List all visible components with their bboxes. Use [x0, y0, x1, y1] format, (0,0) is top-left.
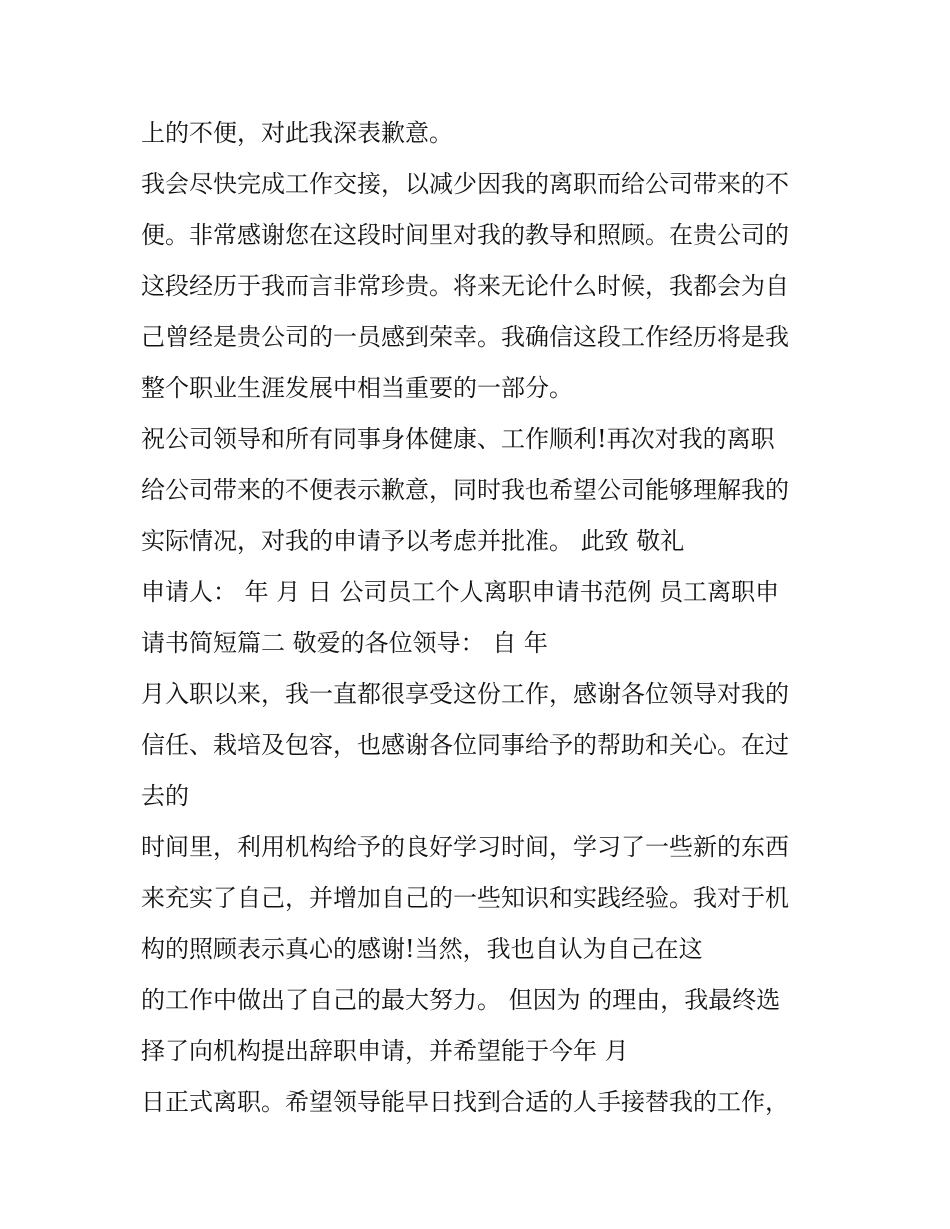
text-line: 己曾经是贵公司的一员感到荣幸。我确信这段工作经历将是我 — [141, 323, 789, 351]
text-line: 祝公司领导和所有同事身体健康、工作顺利!再次对我的离职 — [141, 425, 775, 453]
text-line: 构的照顾表示真心的感谢!当然，我也自认为自己在这 — [141, 935, 703, 963]
text-line: 便。非常感谢您在这段时间里对我的教导和照顾。在贵公司的 — [141, 221, 789, 249]
text-line: 信任、栽培及包容，也感谢各位同事给予的帮助和关心。在过 — [141, 731, 789, 759]
text-line: 来充实了自己，并增加自己的一些知识和实践经验。我对于机 — [141, 884, 789, 912]
text-line: 时间里，利用机构给予的良好学习时间，学习了一些新的东西 — [141, 833, 789, 861]
text-line: 整个职业生涯发展中相当重要的一部分。 — [141, 374, 573, 402]
text-line: 给公司带来的不便表示歉意，同时我也希望公司能够理解我的 — [141, 476, 789, 504]
text-line: 的工作中做出了自己的最大努力。 但因为 的理由，我最终选 — [141, 986, 781, 1014]
text-line: 去的 — [141, 782, 189, 810]
text-line: 日正式离职。希望领导能早日找到合适的人手接替我的工作， — [141, 1088, 789, 1116]
text-line: 择了向机构提出辞职申请，并希望能于今年 月 — [141, 1037, 629, 1065]
text-line: 上的不便，对此我深表歉意。 — [141, 119, 453, 147]
body-text — [141, 108, 831, 1128]
text-line: 这段经历于我而言非常珍贵。将来无论什么时候，我都会为自 — [141, 272, 789, 300]
text-line: 申请人： 年 月 日 公司员工个人离职申请书范例 员工离职申 — [141, 578, 780, 606]
text-line: 我会尽快完成工作交接，以减少因我的离职而给公司带来的不 — [141, 170, 789, 198]
text-line: 实际情况，对我的申请予以考虑并批准。 此致 敬礼 — [141, 527, 685, 555]
text-line: 请书简短篇二 敬爱的各位领导： 自 年 — [141, 629, 548, 657]
text-line: 月入职以来，我一直都很享受这份工作，感谢各位领导对我的 — [141, 680, 789, 708]
